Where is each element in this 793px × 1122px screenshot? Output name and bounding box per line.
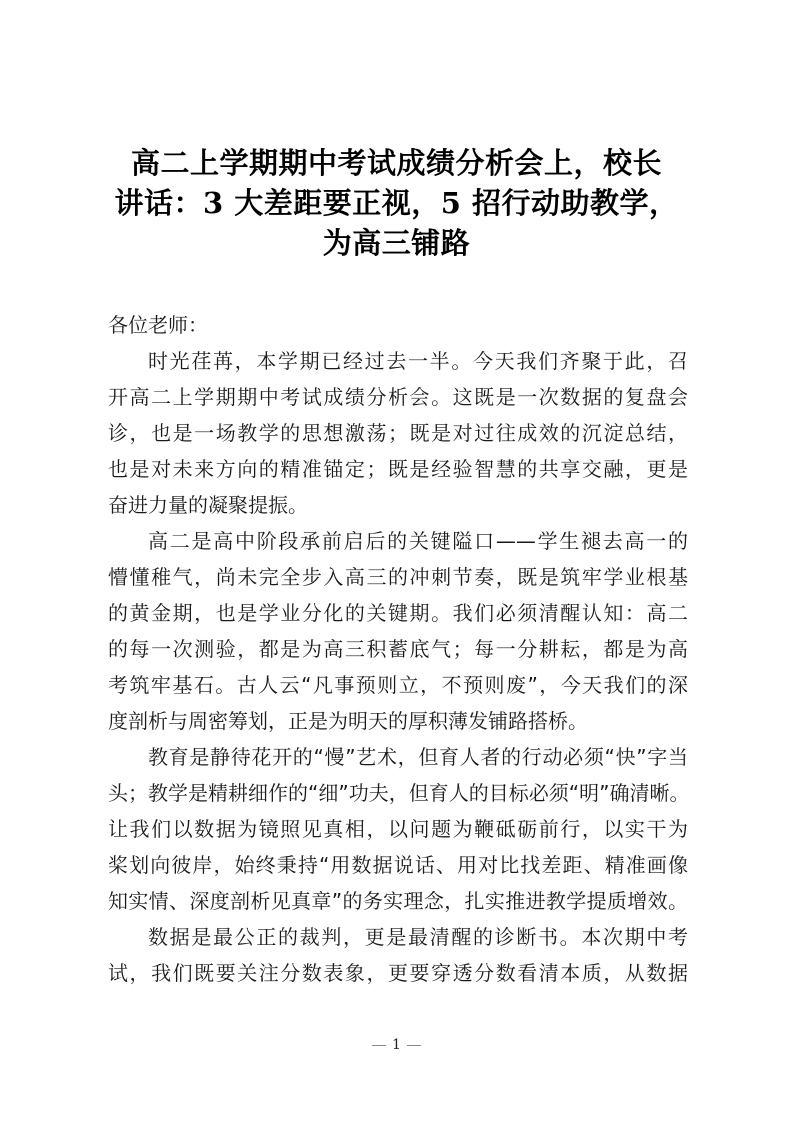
- salutation: 各位老师：: [108, 313, 208, 337]
- page-number: [340, 1037, 453, 1053]
- text-line: 试，我们既要关注分数表象，更要穿透分数看清本质，从数据: [108, 961, 688, 985]
- paragraph-4: [108, 919, 688, 991]
- title-line: 高二上学期期中考试成绩分析会上，校长: [130, 146, 662, 180]
- text-line: 头；教学是精耕细作的“细”功夫，但育人的目标必须“明”确清晰。: [108, 781, 690, 805]
- text-line: 教育是静待花开的“慢”艺术，但育人者的行动必须“快”字当: [148, 745, 688, 769]
- text-line: 的黄金期，也是学业分化的关键期。我们必须清醒认知：高二: [108, 601, 688, 625]
- dash-right: [407, 1045, 421, 1046]
- text-line: 诊，也是一场教学的思想激荡；既是对过往成效的沉淀总结，: [108, 421, 688, 445]
- text-line: 时光荏苒，本学期已经过去一半。今天我们齐聚于此，召: [148, 349, 688, 373]
- title-line: 讲话：3 大差距要正视，5 招行动助教学，: [114, 186, 679, 220]
- text-line: 奋进力量的凝聚提振。: [108, 493, 308, 517]
- text-line: 高二是高中阶段承前启后的关键隘口——学生褪去高一的: [148, 529, 688, 553]
- text-line: 的每一次测验，都是为高三积蓄底气；每一分耕耘，都是为高: [108, 637, 688, 661]
- text-line: 知实情、深度剖析见真章”的务实理念，扎实推进教学提质增效。: [108, 889, 688, 913]
- text-line: 开高二上学期期中考试成绩分析会。这既是一次数据的复盘会: [108, 385, 688, 409]
- text-line: 让我们以数据为镜照见真相，以问题为鞭砥砺前行，以实干为: [108, 817, 688, 841]
- text-line: 桨划向彼岸，始终秉持“用数据说话、用对比找差距、精准画像: [108, 853, 688, 877]
- paragraph-2: [108, 523, 688, 739]
- text-line: 考筑牢基石。古人云“凡事预则立，不预则废”，今天我们的深: [108, 673, 688, 697]
- document-body: [108, 307, 688, 991]
- paragraph-1: [108, 343, 688, 523]
- dash-left: [372, 1045, 386, 1046]
- page-number-value: 1: [392, 1037, 401, 1053]
- text-line: 懵懂稚气，尚未完全步入高三的冲刺节奏，既是筑牢学业根基: [108, 565, 688, 589]
- text-line: 数据是最公正的裁判，更是最清醒的诊断书。本次期中考: [148, 925, 688, 949]
- text-line: 度剖析与周密筹划，正是为明天的厚积薄发铺路搭桥。: [108, 709, 588, 733]
- text-line: 也是对未来方向的精准锚定；既是经验智慧的共享交融，更是: [108, 457, 688, 481]
- title-line: 为高三铺路: [322, 226, 471, 260]
- document-title: [100, 143, 693, 263]
- paragraph-3: [108, 739, 688, 919]
